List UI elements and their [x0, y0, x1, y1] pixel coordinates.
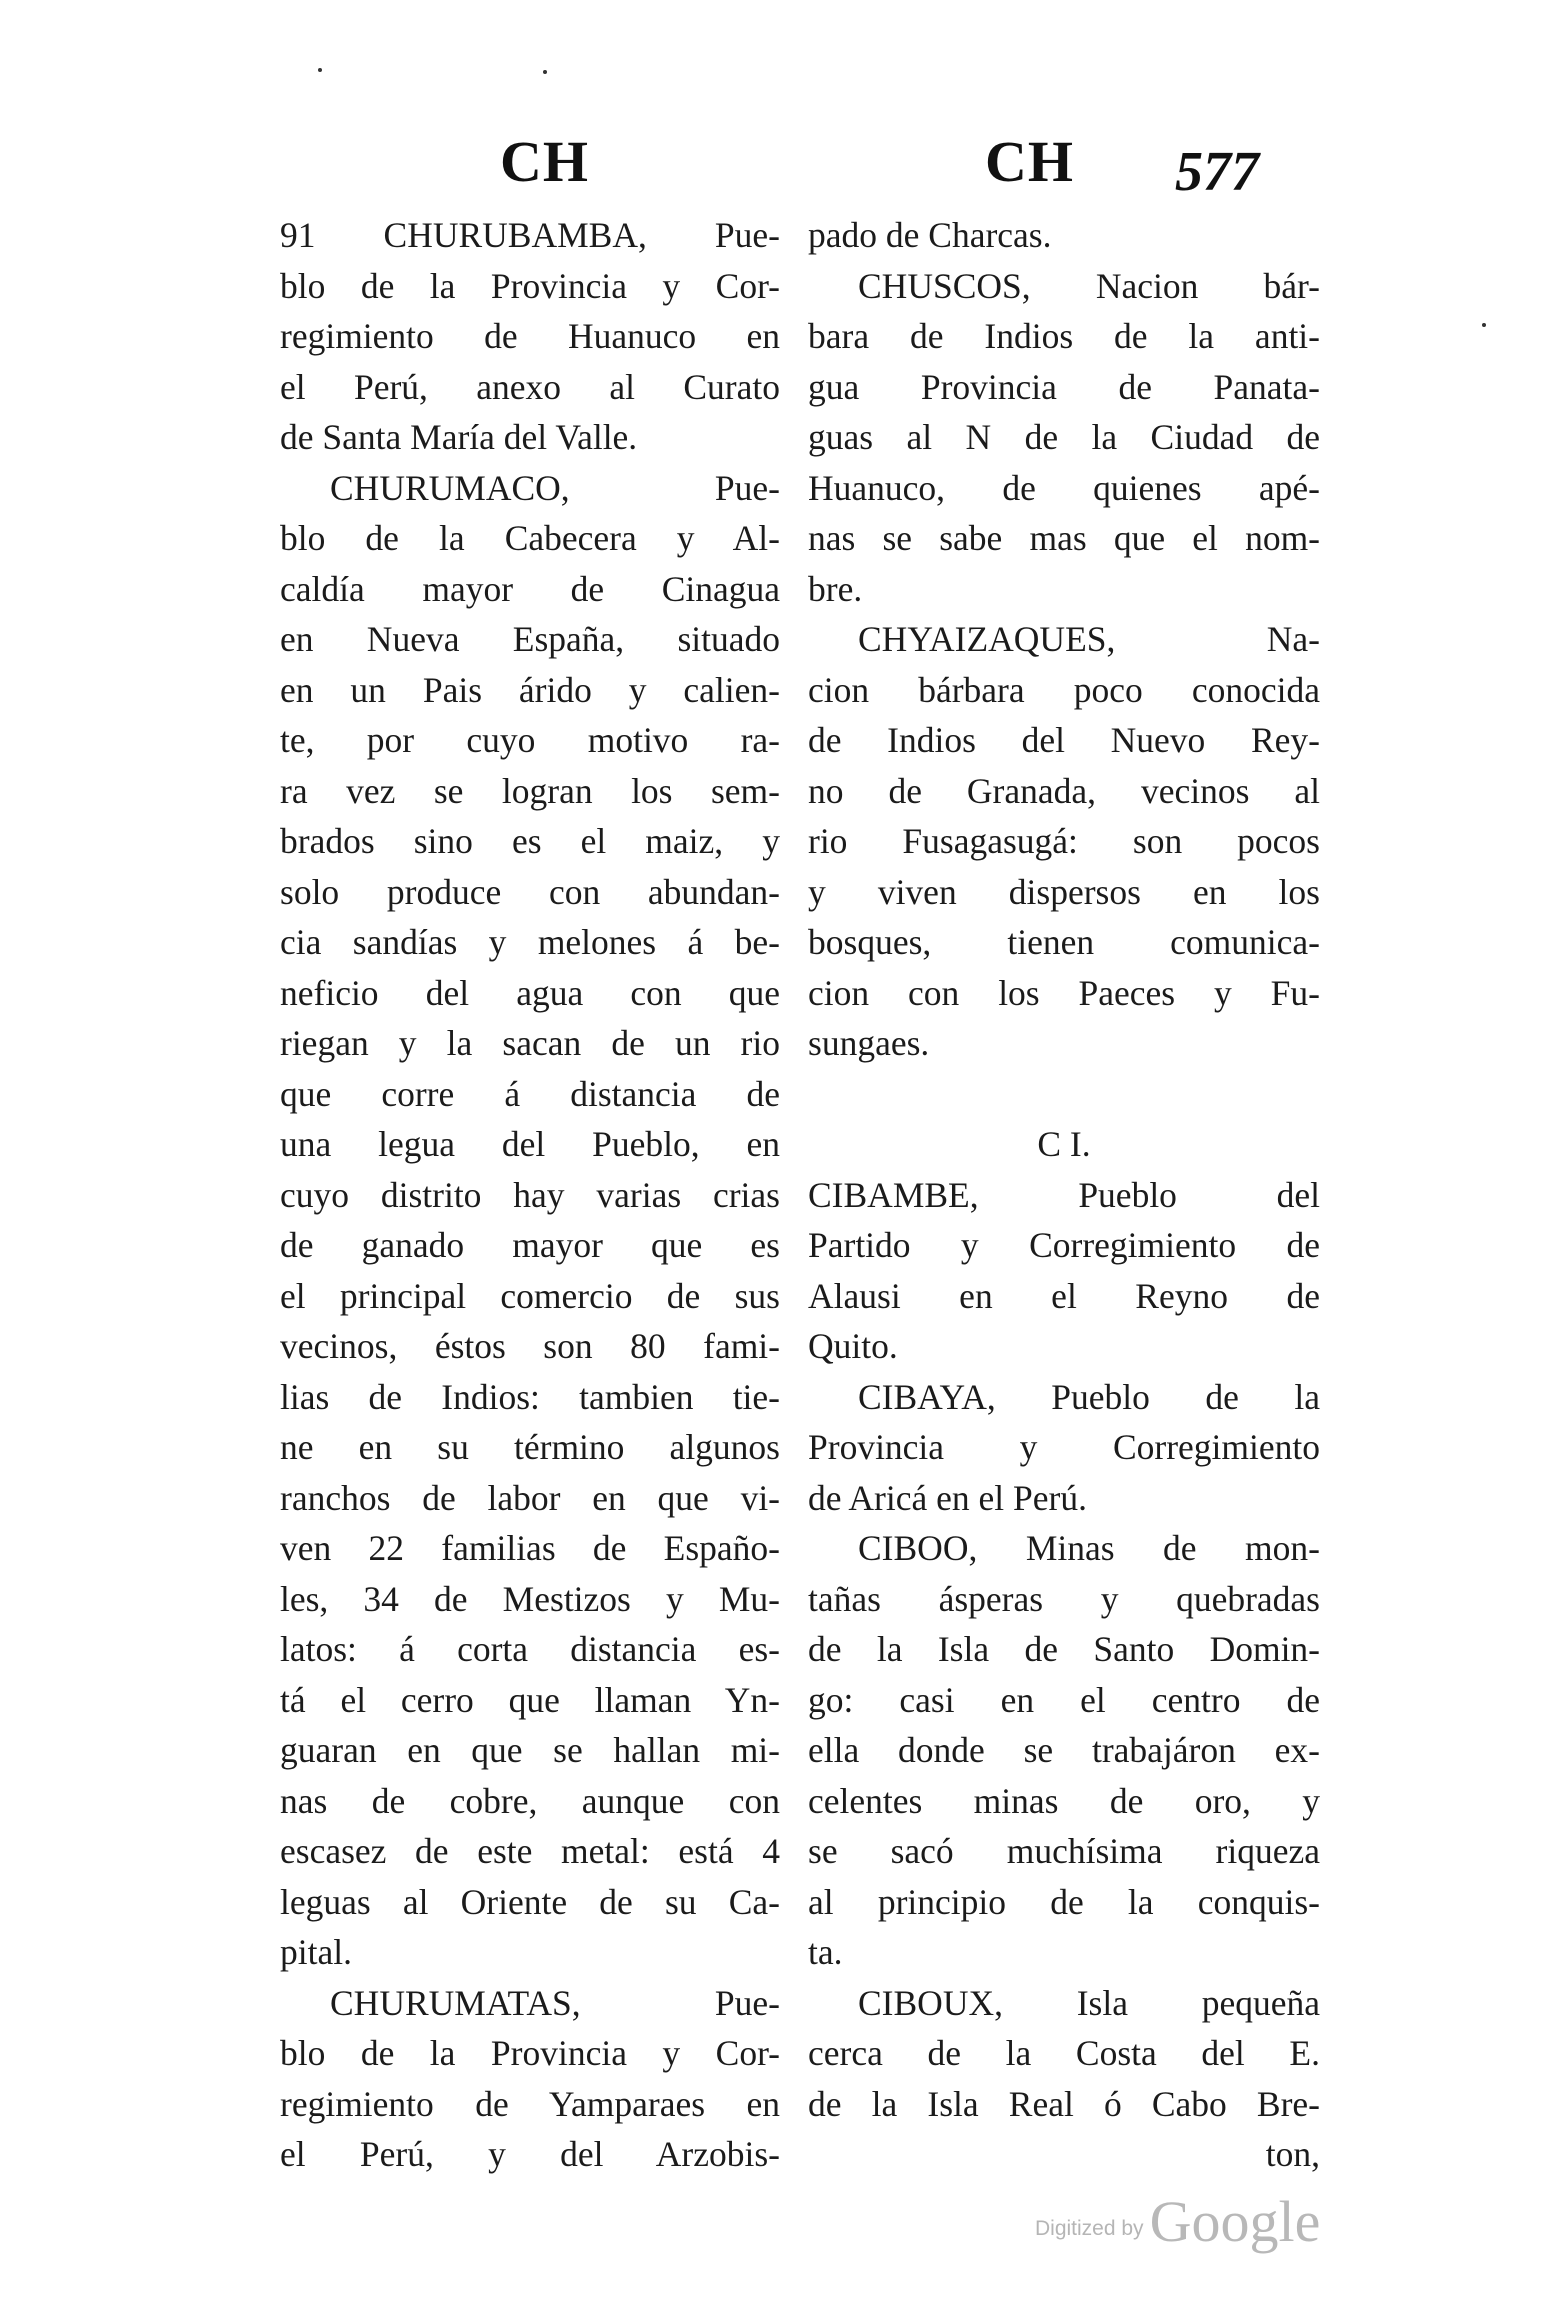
digitization-watermark — [1035, 2188, 1320, 2255]
text-line: CHURUMACO, Pue- — [330, 467, 780, 508]
text-line: les, 34 de Mestizos y Mu- — [280, 1578, 780, 1619]
watermark-prefix: Digitized by — [1035, 2217, 1144, 2240]
text-line: CIBOO, Minas de mon- — [858, 1528, 1320, 1568]
text-line: CHUSCOS, Nacion bár- — [858, 265, 1320, 306]
text-line: CIBAMBE, Pueblo del — [808, 1174, 1320, 1215]
text-line: Huanuco, de quienes apé- — [808, 467, 1320, 508]
text-line: no de Granada, vecinos al — [808, 770, 1320, 811]
text-line: el Perú, anexo al Curato — [280, 366, 780, 407]
text-line: gua Provincia de Panata- — [808, 366, 1320, 407]
text-line: lias de Indios: tambien tie- — [280, 1376, 780, 1417]
text-line: go: casi en el centro de — [808, 1679, 1320, 1720]
text-line: celentes minas de oro, y — [808, 1780, 1320, 1821]
text-line: que corre á distancia de — [280, 1073, 780, 1114]
left-column — [280, 210, 780, 2180]
text-line: de Santa María del Valle. — [280, 417, 638, 457]
text-line: de Aricá en el Perú. — [808, 1477, 1087, 1518]
text-line: de la Isla Real ó Cabo Bre- — [808, 2083, 1320, 2124]
text-line: ne en su término algunos — [280, 1427, 780, 1467]
text-line: vecinos, éstos son 80 fami- — [280, 1326, 780, 1366]
text-line: guaran en que se hallan mi- — [280, 1730, 780, 1770]
text-line: CIBAYA, Pueblo de la — [858, 1376, 1320, 1417]
text-line: pital. — [280, 1932, 352, 1972]
text-line: brados sino es el maiz, y — [280, 821, 780, 861]
text-line: riegan y la sacan de un rio — [280, 1023, 780, 1063]
text-line: cion bárbara poco conocida — [808, 669, 1320, 710]
text-line: Partido y Corregimiento de — [808, 1225, 1320, 1265]
text-line: al principio de la conquis- — [808, 1881, 1320, 1922]
text-line: y viven dispersos en los — [808, 871, 1320, 912]
text-line: guas al N de la Ciudad de — [808, 417, 1320, 457]
text-line: blo de la Provincia y Cor- — [280, 265, 780, 306]
text-line: caldía mayor de Cinagua — [280, 568, 780, 609]
page-number: 577 — [1175, 141, 1259, 203]
text-line: cia sandías y melones á be- — [280, 922, 780, 962]
text-line: de la Isla de Santo Domin- — [808, 1629, 1320, 1669]
text-line: leguas al Oriente de su Ca- — [280, 1881, 780, 1922]
text-line: ranchos de labor en que vi- — [280, 1477, 780, 1518]
text-line: blo de la Provincia y Cor- — [280, 2033, 780, 2073]
blank-line — [808, 1069, 1320, 1120]
text-line: el Perú, y del Arzobis- — [280, 2134, 780, 2174]
text-line: regimiento de Huanuco en — [280, 316, 780, 356]
text-line: rio Fusagasugá: son pocos — [808, 821, 1320, 861]
text-line: tañas ásperas y quebradas — [808, 1578, 1320, 1619]
paper-speck — [1482, 323, 1486, 327]
section-heading: C I. — [1037, 1124, 1091, 1164]
text-line: pado de Charcas. — [808, 215, 1052, 255]
text-line: escasez de este metal: está 4 — [280, 1831, 780, 1871]
text-line: cuyo distrito hay varias crias — [280, 1174, 780, 1215]
text-line: de Indios del Nuevo Rey- — [808, 720, 1320, 760]
text-line: Alausi en el Reyno de — [808, 1275, 1320, 1316]
text-line: ella donde se trabajáron ex- — [808, 1730, 1320, 1770]
text-line: el principal comercio de sus — [280, 1275, 780, 1316]
text-line: bosques, tienen comunica- — [808, 922, 1320, 962]
text-line: ta. — [808, 1932, 843, 1972]
text-line: bre. — [808, 568, 863, 609]
text-line: blo de la Cabecera y Al- — [280, 518, 780, 558]
text-line: Provincia y Corregimiento — [808, 1427, 1320, 1467]
catchword-line: ton, — [1265, 2134, 1320, 2174]
text-line: regimiento de Yamparaes en — [280, 2083, 780, 2124]
text-line: sungaes. — [808, 1023, 930, 1063]
text-line: CHYAIZAQUES, Na- — [858, 619, 1320, 659]
text-line: una legua del Pueblo, en — [280, 1124, 780, 1164]
text-line: ven 22 familias de Españo- — [280, 1528, 780, 1568]
text-line: te, por cuyo motivo ra- — [280, 720, 780, 760]
text-line: tá el cerro que llaman Yn- — [280, 1679, 780, 1720]
text-line: CHURUMATAS, Pue- — [330, 1982, 780, 2023]
text-line: cion con los Paeces y Fu- — [808, 972, 1320, 1013]
text-line: nas se sabe mas que el nom- — [808, 518, 1320, 558]
right-column — [808, 210, 1320, 2180]
text-line: neficio del agua con que — [280, 972, 780, 1013]
running-header-left: CH — [500, 129, 589, 194]
text-line: latos: á corta distancia es- — [280, 1629, 780, 1669]
paper-speck — [543, 70, 547, 74]
text-line: solo produce con abundan- — [280, 871, 780, 912]
text-line: se sacó muchísima riqueza — [808, 1831, 1320, 1871]
text-line: bara de Indios de la anti- — [808, 316, 1320, 356]
google-logo: Google — [1149, 2189, 1321, 2254]
text-line: en un Pais árido y calien- — [280, 669, 780, 710]
text-line: CIBOUX, Isla pequeña — [858, 1982, 1320, 2023]
text-line: 91 CHURUBAMBA, Pue- — [280, 215, 780, 255]
running-header-right: CH — [985, 129, 1074, 194]
text-line: en Nueva España, situado — [280, 619, 780, 659]
text-line: nas de cobre, aunque con — [280, 1780, 780, 1821]
text-line: cerca de la Costa del E. — [808, 2033, 1320, 2073]
text-line: ra vez se logran los sem- — [280, 770, 780, 811]
text-line: de ganado mayor que es — [280, 1225, 780, 1265]
text-line: Quito. — [808, 1326, 898, 1366]
paper-speck — [318, 68, 322, 72]
